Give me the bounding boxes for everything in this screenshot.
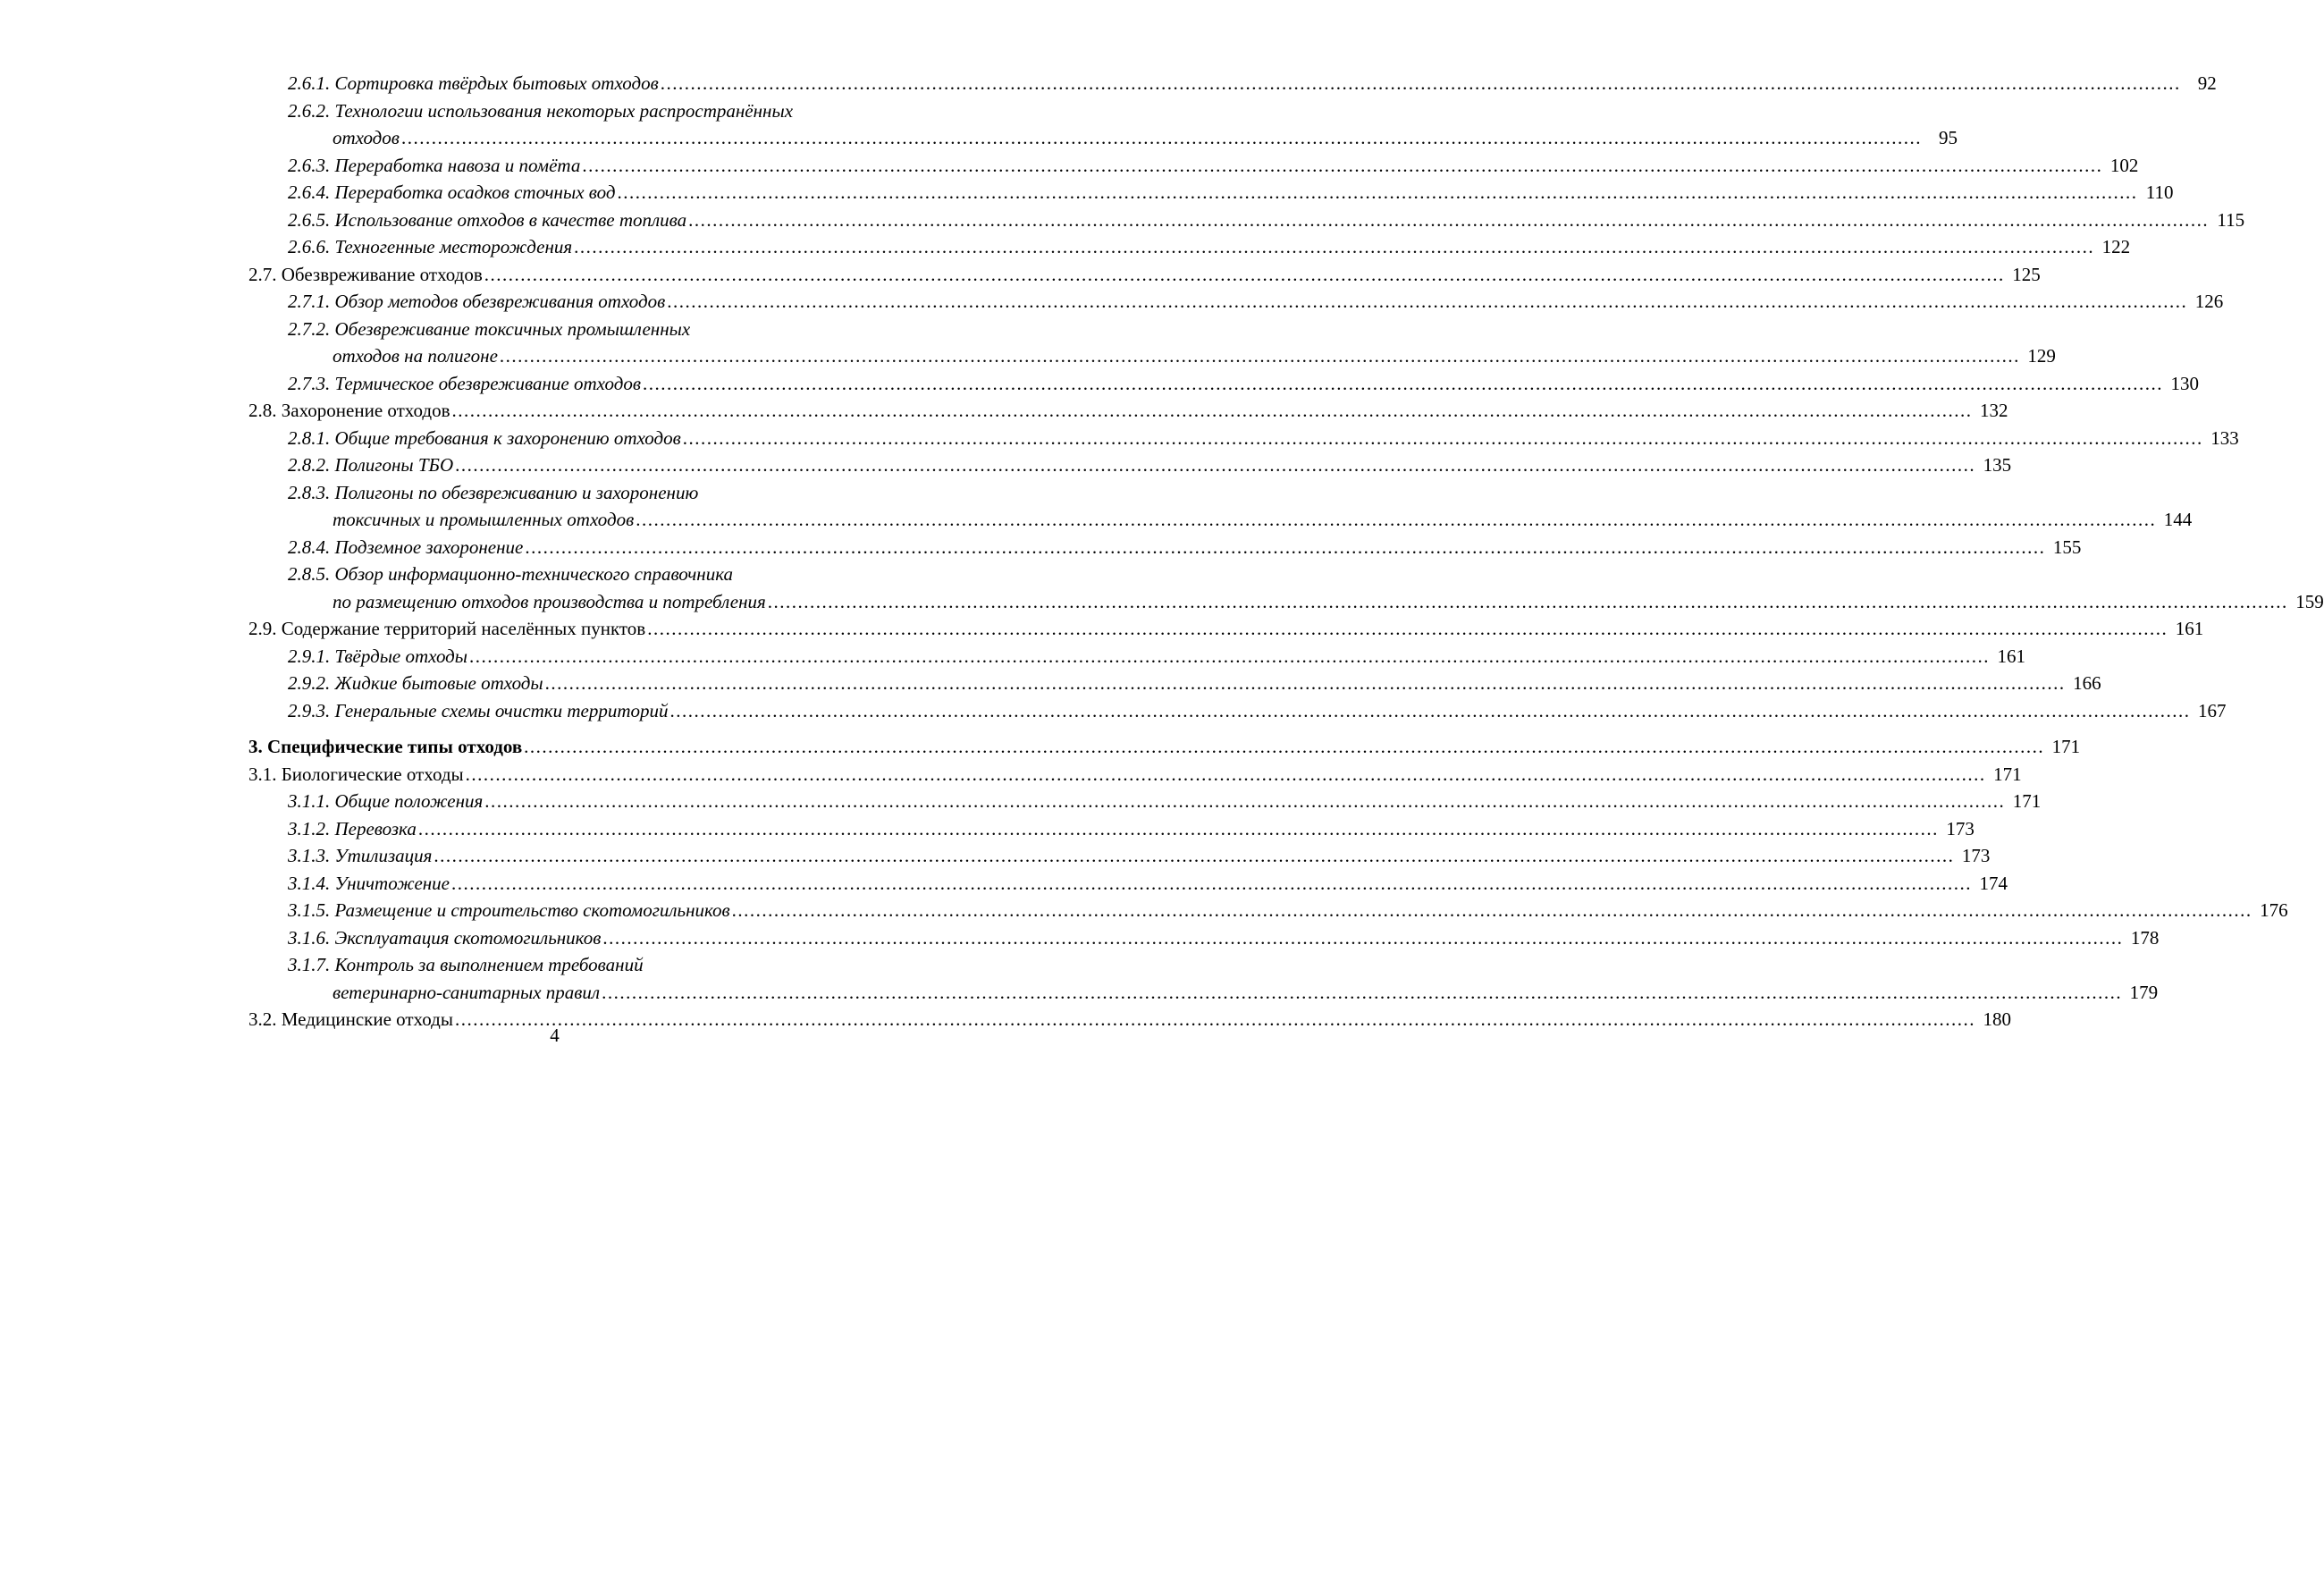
toc-leader-dots <box>434 842 1954 870</box>
toc-entry-page: 171 <box>2051 736 2081 757</box>
toc-entry-page: 110 <box>2145 181 2174 203</box>
toc-entry-page: 122 <box>2101 236 2131 257</box>
toc-entry <box>248 615 2204 643</box>
toc-entry-page: 155 <box>2052 536 2082 558</box>
toc-leader-dots <box>688 207 2209 234</box>
toc-leader-dots <box>451 870 1972 898</box>
toc-entry <box>248 70 2217 97</box>
toc-leader-dots <box>574 233 2094 261</box>
toc-entry-title: 2.9. Содержание территорий населённых пунктов <box>248 618 646 639</box>
toc-entry <box>248 124 1958 152</box>
toc-entry-title: 2.7.3. Термическое обезвреживание отходов <box>288 372 641 394</box>
toc-entry-page: 180 <box>1983 1008 2011 1030</box>
toc-entry <box>248 342 2056 370</box>
toc-entry-title: отходов на полигоне <box>333 345 498 367</box>
toc-entry <box>248 316 865 343</box>
toc-entry-title: 3.1.5. Размещение и строительство скотомогильников <box>288 899 730 921</box>
toc-entry-page: 129 <box>2027 345 2056 367</box>
toc-entry-title: по размещению отходов производства и потребления <box>333 590 766 612</box>
toc-entry-page: 132 <box>1980 400 2008 421</box>
toc-entry-title: 3.1.4. Уничтожение <box>288 872 450 894</box>
toc-entry-page: 171 <box>2012 790 2042 812</box>
toc-entry <box>248 370 2199 398</box>
toc-leader-dots <box>768 588 2288 616</box>
toc-entry-title: 2.7.2. Обезвреживание токсичных промышленных <box>288 317 691 340</box>
toc-entry-page: 159 <box>2295 590 2324 612</box>
toc-leader-dots <box>484 261 2005 289</box>
toc-leader-dots <box>500 342 2020 370</box>
toc-leader-dots <box>452 397 1973 425</box>
toc-entry-page: 178 <box>2130 926 2160 949</box>
toc-leader-dots <box>582 152 2102 180</box>
toc-leader-dots <box>602 924 2123 952</box>
toc-entry-page: 144 <box>2163 509 2193 530</box>
toc-entry-title: 2.8.3. Полигоны по обезвреживанию и захоронению <box>288 481 699 503</box>
toc-leader-dots <box>484 788 2005 815</box>
toc-leader-dots <box>667 288 2187 316</box>
toc-entry-title: 2.6.3. Переработка навоза и помёта <box>288 154 581 176</box>
toc-entry-title: 2.7.1. Обзор методов обезвреживания отходов <box>288 291 666 312</box>
toc-leader-dots <box>418 815 1939 843</box>
toc-entry-title: 3.1. Биологические отходы <box>248 763 464 785</box>
toc-entry-title: 3.1.1. Общие положения <box>288 790 484 812</box>
toc-entry-title: 3. Специфические типы отходов <box>248 736 523 757</box>
toc-entry-page: 115 <box>2217 208 2245 231</box>
toc-entry <box>248 588 2324 616</box>
toc-entry <box>248 842 1991 870</box>
toc-entry-title: 2.6.1. Сортировка твёрдых бытовых отходов <box>288 72 659 94</box>
toc-entry-title: 2.8.5. Обзор информационно-технического справочника <box>288 563 734 585</box>
toc-leader-dots <box>602 979 2122 1007</box>
toc-entry-page: 173 <box>1946 817 1975 839</box>
toc-leader-dots <box>661 70 2181 97</box>
toc-entry-page: 102 <box>2109 154 2139 176</box>
toc-entry <box>248 924 2160 952</box>
toc-leader-dots <box>617 179 2137 207</box>
toc-entry-title: 2.9.1. Твёрдые отходы <box>288 645 468 667</box>
toc-leader-dots <box>636 506 2156 534</box>
toc-entry <box>248 670 2101 697</box>
toc-entry <box>248 97 865 125</box>
toc-leader-dots <box>643 370 2163 398</box>
toc-entry-title: 3.2. Медицинские отходы <box>248 1008 453 1030</box>
toc-leader-dots <box>647 615 2168 643</box>
toc-leader-dots <box>466 761 1986 789</box>
toc-entry-title: 2.8.1. Общие требования к захоронению отходов <box>288 426 681 449</box>
toc-entry <box>248 761 2022 789</box>
toc-leader-dots <box>670 697 2191 725</box>
toc-entry-title: 3.1.7. Контроль за выполнением требований <box>288 954 644 975</box>
toc-entry-page: 179 <box>2129 981 2159 1003</box>
toc-entry-title: 2.8.4. Подземное захоронение <box>288 536 524 558</box>
toc-leader-dots <box>524 733 2044 761</box>
toc-entry-page: 171 <box>1993 763 2022 785</box>
toc-entry-title: 2.7. Обезвреживание отходов <box>248 263 483 285</box>
toc-entry <box>248 425 2239 452</box>
toc-entry-page: 130 <box>2170 372 2199 394</box>
toc-entry <box>248 397 2008 425</box>
table-of-contents <box>248 70 2324 1033</box>
toc-entry <box>248 561 865 588</box>
toc-entry <box>248 451 2012 479</box>
toc-entry-page: 176 <box>2260 899 2288 921</box>
toc-entry <box>248 815 1975 843</box>
toc-entry <box>248 207 2245 234</box>
toc-entry-page: 125 <box>2012 263 2041 285</box>
toc-entry <box>248 479 865 507</box>
toc-entry-title: 2.8. Захоронение отходов <box>248 400 450 421</box>
toc-entry-page: 95 <box>1938 127 1958 148</box>
toc-entry-title: 2.9.3. Генеральные схемы очистки территорий <box>288 699 669 721</box>
toc-entry-page: 174 <box>1979 872 2008 894</box>
toc-leader-dots <box>455 451 1975 479</box>
toc-entry <box>248 951 865 979</box>
toc-leader-dots <box>401 124 1922 152</box>
toc-entry-title: 3.1.2. Перевозка <box>288 817 417 839</box>
toc-entry-page: 161 <box>1997 645 2026 667</box>
toc-entry <box>248 733 2081 761</box>
toc-leader-dots <box>545 670 2066 697</box>
toc-entry-page: 92 <box>2197 72 2217 94</box>
toc-entry-title: 3.1.3. Утилизация <box>288 845 433 866</box>
toc-entry <box>248 261 2041 289</box>
toc-entry <box>248 152 2139 180</box>
toc-entry-title: 2.6.6. Техногенные месторождения <box>288 236 573 257</box>
toc-entry <box>248 979 2159 1007</box>
toc-entry-page: 135 <box>1983 454 2012 476</box>
toc-entry <box>248 697 2227 725</box>
toc-entry-page: 167 <box>2198 699 2227 721</box>
toc-leader-dots <box>683 425 2203 452</box>
toc-entry-title: токсичных и промышленных отходов <box>333 509 635 530</box>
toc-entry <box>248 897 2288 924</box>
toc-entry <box>248 233 2131 261</box>
toc-entry <box>248 288 2224 316</box>
toc-entry-title: 2.9.2. Жидкие бытовые отходы <box>288 672 543 694</box>
toc-entry <box>248 870 2008 898</box>
toc-leader-dots <box>732 897 2252 924</box>
toc-entry-page: 173 <box>1961 845 1991 866</box>
toc-entry-page: 166 <box>2073 672 2101 694</box>
toc-entry-title: отходов <box>333 127 400 148</box>
toc-entry-title: 2.6.4. Переработка осадков сточных вод <box>288 181 616 203</box>
toc-entry <box>248 179 2174 207</box>
toc-entry-title: 2.6.2. Технологии использования некоторых распространённых <box>288 99 794 122</box>
toc-entry-title: ветеринарно-санитарных правил <box>333 981 601 1003</box>
toc-entry <box>248 788 2042 815</box>
toc-leader-dots <box>525 534 2045 561</box>
toc-entry-page: 126 <box>2194 291 2224 312</box>
toc-entry <box>248 643 2026 671</box>
toc-entry <box>248 534 2082 561</box>
toc-entry-page: 161 <box>2175 618 2204 639</box>
toc-entry-title: 2.6.5. Использование отходов в качестве топлива <box>288 208 687 231</box>
toc-entry-page: 133 <box>2210 426 2239 449</box>
toc-leader-dots <box>469 643 1990 671</box>
toc-entry-title: 3.1.6. Эксплуатация скотомогильников <box>288 926 602 949</box>
page-number: 4 <box>550 1025 560 1046</box>
toc-entry-title: 2.8.2. Полигоны ТБО <box>288 454 454 476</box>
toc-entry <box>248 506 2193 534</box>
